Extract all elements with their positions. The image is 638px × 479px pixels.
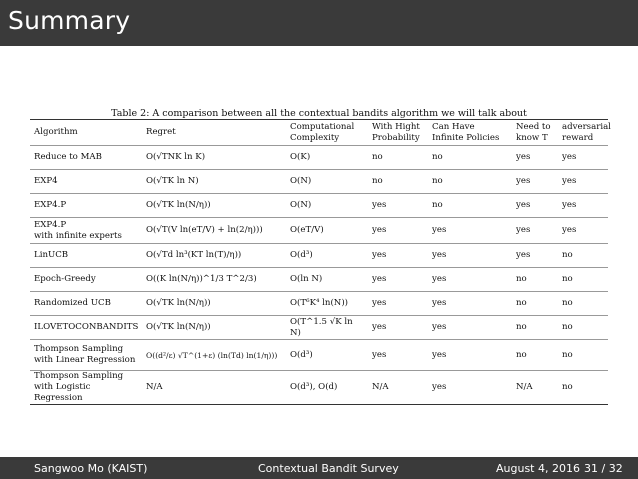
table-row [30,371,608,405]
adversarial-cell: no [558,292,608,316]
regret-cell: O((K ln(N/η))^1/3 T^2/3) [142,268,286,292]
know-t-cell: yes [512,170,558,194]
algorithm-cell: Randomized UCB [30,292,142,316]
footer-talk-title: Contextual Bandit Survey [258,462,399,475]
infinite-policies-cell: no [428,170,512,194]
know-t-cell: yes [512,244,558,268]
infinite-policies-cell: no [428,146,512,170]
complexity-cell: O(N) [286,194,368,218]
adversarial-cell: no [558,316,608,340]
regret-cell: O(√TK ln(N/η)) [142,316,286,340]
table-row [30,244,608,268]
know-t-cell: yes [512,146,558,170]
adversarial-cell: no [558,244,608,268]
adversarial-cell: yes [558,170,608,194]
adversarial-cell: no [558,371,608,405]
table-row [30,316,608,340]
high-prob-cell: no [368,170,428,194]
slide-title: Summary [8,6,131,35]
infinite-policies-cell: no [428,194,512,218]
regret-cell: O(√TK ln(N/η)) [142,194,286,218]
complexity-cell: O(N) [286,170,368,194]
algorithm-cell: LinUCB [30,244,142,268]
algorithm-cell: Epoch-Greedy [30,268,142,292]
know-t-cell: no [512,316,558,340]
algorithm-cell: Thompson Sampling with Linear Regression [30,340,142,371]
adversarial-cell: no [558,340,608,371]
table-row [30,340,608,371]
infinite-policies-cell: yes [428,316,512,340]
footer-author: Sangwoo Mo (KAIST) [34,462,148,475]
table-row [30,268,608,292]
know-t-cell: no [512,268,558,292]
table-row [30,170,608,194]
regret-cell: O(√T(V ln(eT/V) + ln(2/η))) [142,218,286,244]
header-cell: Can Have Infinite Policies [428,120,512,146]
know-t-cell: N/A [512,371,558,405]
high-prob-cell: yes [368,268,428,292]
complexity-cell: O(K) [286,146,368,170]
header-cell: With Hight Probability [368,120,428,146]
algorithm-cell: EXP4.P [30,194,142,218]
know-t-cell: no [512,292,558,316]
table-row [30,146,608,170]
header-cell: Regret [142,120,286,146]
header-cell: Algorithm [30,120,142,146]
table-header-row [30,120,608,146]
algorithm-cell: EXP4.P with infinite experts [30,218,142,244]
footer-page-number: 31 / 32 [584,462,623,475]
adversarial-cell: no [558,268,608,292]
adversarial-cell: yes [558,194,608,218]
complexity-cell: O(T^1.5 √K ln N) [286,316,368,340]
infinite-policies-cell: yes [428,340,512,371]
know-t-cell: yes [512,194,558,218]
table-caption: Table 2: A comparison between all the contextual bandits algorithm we will talk about [111,108,527,119]
comparison-table [30,119,611,405]
high-prob-cell: yes [368,316,428,340]
regret-cell: N/A [142,371,286,405]
high-prob-cell: no [368,146,428,170]
table-row [30,292,608,316]
infinite-policies-cell: yes [428,218,512,244]
algorithm-cell: EXP4 [30,170,142,194]
complexity-cell: O(eT/V) [286,218,368,244]
header-cell: Computational Complexity [286,120,368,146]
regret-cell: O(√TK ln(N/η)) [142,292,286,316]
high-prob-cell: yes [368,194,428,218]
high-prob-cell: N/A [368,371,428,405]
complexity-cell: O(ln N) [286,268,368,292]
high-prob-cell: yes [368,244,428,268]
complexity-cell: O(d³) [286,340,368,371]
algorithm-cell: ILOVETOCONBANDITS [30,316,142,340]
table-row [30,218,608,244]
adversarial-cell: yes [558,146,608,170]
complexity-cell: O(T⁶K⁴ ln(N)) [286,292,368,316]
complexity-cell: O(d³), O(d) [286,371,368,405]
header-cell: Need to know T [512,120,558,146]
regret-cell: O(√TK ln N) [142,170,286,194]
regret-cell: O(√Td ln³(KT ln(T)/η)) [142,244,286,268]
high-prob-cell: yes [368,292,428,316]
regret-cell: O((d²/ε) √T^(1+ε) (ln(Td) ln(1/η))) [142,340,286,371]
high-prob-cell: yes [368,340,428,371]
infinite-policies-cell: yes [428,244,512,268]
know-t-cell: yes [512,218,558,244]
infinite-policies-cell: yes [428,292,512,316]
high-prob-cell: yes [368,218,428,244]
footer-date: August 4, 2016 [496,462,580,475]
regret-cell: O(√TNK ln K) [142,146,286,170]
slide-title-bar [0,0,638,46]
algorithm-cell: Reduce to MAB [30,146,142,170]
table-row [30,194,608,218]
slide-footer [0,457,638,479]
infinite-policies-cell: yes [428,371,512,405]
adversarial-cell: yes [558,218,608,244]
infinite-policies-cell: yes [428,268,512,292]
header-cell: adversarial reward [558,120,608,146]
know-t-cell: no [512,340,558,371]
complexity-cell: O(d³) [286,244,368,268]
algorithm-cell: Thompson Sampling with Logistic Regression [30,371,142,405]
